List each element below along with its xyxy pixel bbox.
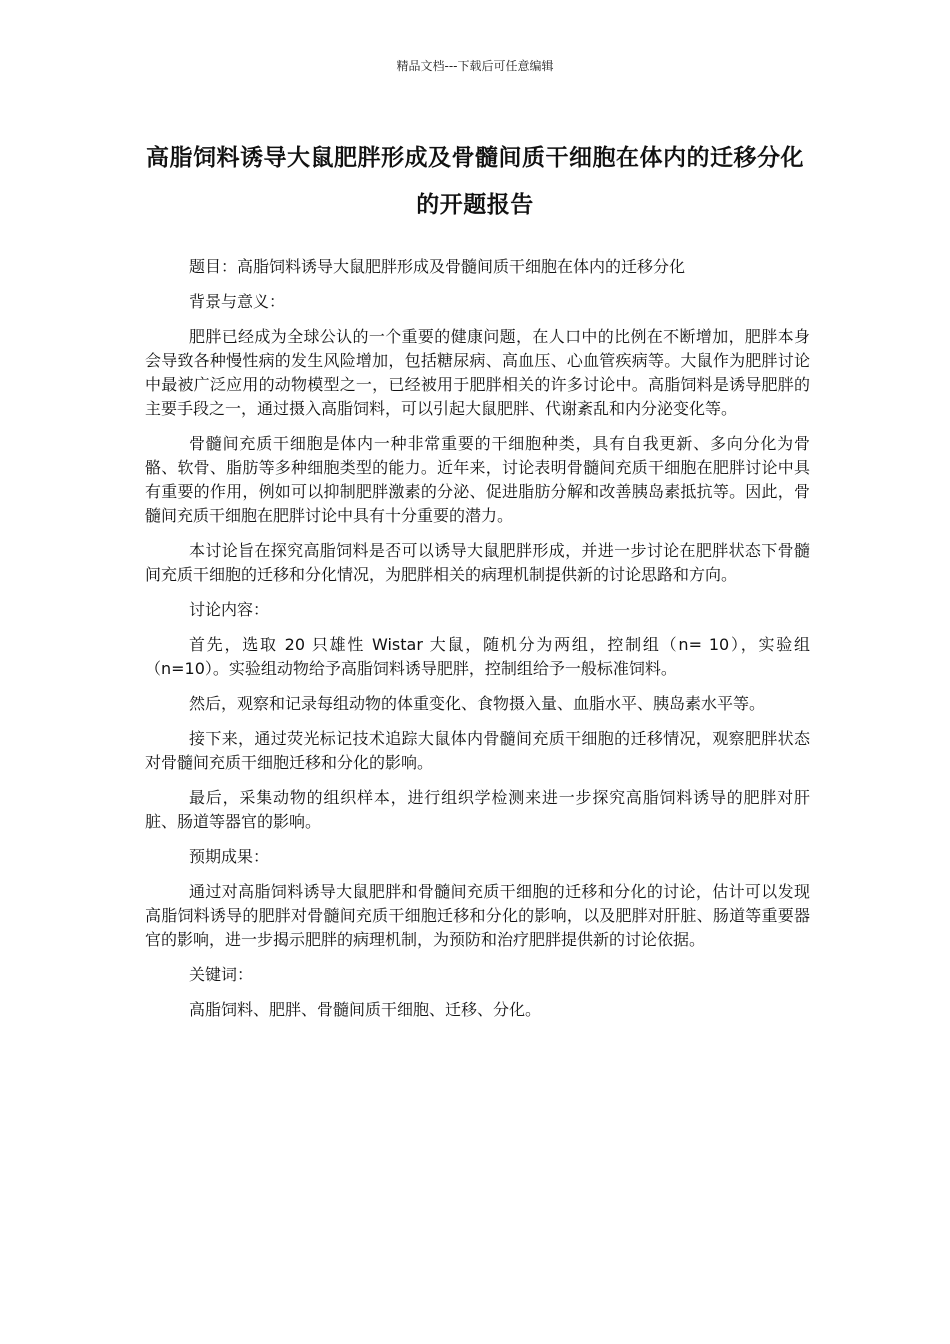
paragraph-content-1: 首先，选取 20 只雄性 Wistar 大鼠，随机分为两组，控制组（n= 10），实验组（n=10）。实验组动物给予高脂饲料诱导肥胖，控制组给予一般标准饲料。 xyxy=(145,635,810,678)
section-label-background: 背景与意义： xyxy=(189,292,286,311)
section-label-content: 讨论内容： xyxy=(189,600,270,619)
paragraph-background-2: 骨髓间充质干细胞是体内一种非常重要的干细胞种类，具有自我更新、多向分化为骨骼、软骨、脂肪等多种细胞类型的能力。近年来，讨论表明骨髓间充质干细胞在肥胖讨论中具有重要的作用，例如可以抑制肥胖激素的分泌、促进脂肪分解和改善胰岛素抵抗等。因此，骨髓间充质干细胞在肥胖讨论中具有十分重要的潜力。 xyxy=(145,434,810,525)
section-label-results: 预期成果： xyxy=(189,847,270,866)
topic-line: 题目：高脂饲料诱导大鼠肥胖形成及骨髓间质干细胞在体内的迁移分化 xyxy=(189,257,686,276)
paragraph-results: 通过对高脂饲料诱导大鼠肥胖和骨髓间充质干细胞的迁移和分化的讨论，估计可以发现高脂饲料诱导的肥胖对骨髓间充质干细胞迁移和分化的影响，以及肥胖对肝脏、肠道等重要器官的影响，进一步揭示肥胖的病理机制，为预防和治疗肥胖提供新的讨论依据。 xyxy=(145,882,810,949)
section-label-keywords: 关键词： xyxy=(189,965,254,984)
document-title: 高脂饲料诱导大鼠肥胖形成及骨髓间质干细胞在体内的迁移分化的开题报告 xyxy=(146,145,804,218)
paragraph-background-3: 本讨论旨在探究高脂饲料是否可以诱导大鼠肥胖形成，并进一步讨论在肥胖状态下骨髓间充质干细胞的迁移和分化情况，为肥胖相关的病理机制提供新的讨论思路和方向。 xyxy=(145,541,810,584)
paragraph-keywords: 高脂饲料、肥胖、骨髓间质干细胞、迁移、分化。 xyxy=(189,1000,542,1019)
paragraph-content-3: 接下来，通过荧光标记技术追踪大鼠体内骨髓间充质干细胞的迁移情况，观察肥胖状态对骨髓间充质干细胞迁移和分化的影响。 xyxy=(145,729,810,772)
paragraph-background-1: 肥胖已经成为全球公认的一个重要的健康问题，在人口中的比例在不断增加，肥胖本身会导致各种慢性病的发生风险增加，包括糖尿病、高血压、心血管疾病等。大鼠作为肥胖讨论中最被广泛应用的动物模型之一，已经被用于肥胖相关的许多讨论中。高脂饲料是诱导肥胖的主要手段之一，通过摄入高脂饲料，可以引起大鼠肥胖、代谢紊乱和内分泌变化等。 xyxy=(145,327,810,418)
paragraph-content-4: 最后，采集动物的组织样本，进行组织学检测来进一步探究高脂饲料诱导的肥胖对肝脏、肠道等器官的影响。 xyxy=(145,788,810,831)
header-note: 精品文档---下载后可任意编辑 xyxy=(396,59,554,73)
document-body xyxy=(145,255,810,1033)
paragraph-content-2: 然后，观察和记录每组动物的体重变化、食物摄入量、血脂水平、胰岛素水平等。 xyxy=(189,694,766,713)
